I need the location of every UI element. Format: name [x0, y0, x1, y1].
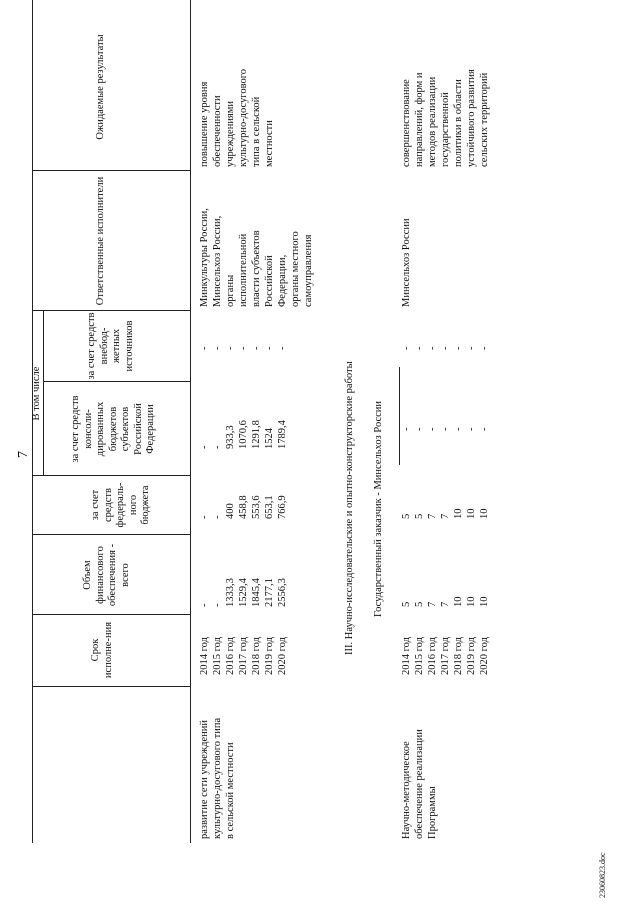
section2-results-line: устойчивого развития — [466, 69, 477, 167]
section1-regional-value: 1070,6 — [238, 420, 249, 449]
section1-federal-value: 400 — [225, 503, 236, 519]
section1-total-value: 1333,3 — [225, 578, 236, 607]
col-line-2 — [32, 614, 190, 615]
section1-total — [198, 578, 289, 607]
section1-responsible-line: органы местного — [290, 231, 301, 307]
section2-federal — [400, 509, 491, 520]
section1-year: 2018 год — [251, 637, 262, 675]
col-line-6 — [32, 310, 190, 311]
section1-year: 2015 год — [212, 637, 223, 675]
section2-extrabudget-value: - — [479, 346, 490, 350]
section1-results-line: типа в сельской — [251, 96, 262, 167]
section2-year: 2018 год — [453, 637, 464, 675]
section2-activity-line: обеспечение реализации — [414, 729, 425, 839]
section2-extrabudget-value: - — [414, 346, 425, 350]
section1-regional — [198, 420, 289, 449]
section1-regional-value: - — [199, 445, 210, 449]
header-bottom-line — [190, 0, 191, 843]
header-col-extrabudget: за счет средств внебюд-жетных источников — [86, 312, 135, 380]
section2-activity-line: Научно-методическое — [401, 741, 412, 839]
section1-federal-value: 653,1 — [264, 495, 275, 519]
section1-activity-line: развитие сети учреждений — [199, 720, 210, 839]
section1-responsible-line: исполнительной — [238, 233, 249, 307]
section1-extrabudget-value: - — [199, 346, 210, 350]
section1-extrabudget — [198, 347, 289, 351]
section2-federal-value: 10 — [479, 508, 490, 519]
section2-total-value: 10 — [453, 596, 464, 607]
section1-federal-value: 553,6 — [251, 495, 262, 519]
section2-federal-value: 7 — [427, 513, 438, 519]
section2-total-value: 10 — [466, 596, 477, 607]
section1-year: 2019 год — [264, 637, 275, 675]
section1-activity — [198, 718, 237, 839]
col-line-4 — [32, 475, 190, 476]
header-col-total: Объем финансового обеспечения - всего — [82, 543, 131, 607]
header-group-label: В том числе — [31, 366, 42, 421]
section1-total-value: 1529,4 — [238, 578, 249, 607]
section2-extrabudget — [400, 347, 491, 351]
section1-year: 2016 год — [225, 637, 236, 675]
section1-total-value: - — [212, 603, 223, 607]
section2-year: 2017 год — [440, 637, 451, 675]
section1-years — [198, 637, 289, 675]
section1-total-value: 2556,3 — [277, 578, 288, 607]
section1-activity-line: культурно-досугового типа — [212, 717, 223, 839]
section2-total — [400, 597, 491, 608]
section1-results-line: культурно-досугового — [238, 68, 249, 167]
section1-total-value: 1845,4 — [251, 578, 262, 607]
section1-responsible-line: власти субъектов — [251, 230, 262, 307]
section2-regional-value: - — [466, 427, 477, 431]
section2-regional-value: - — [453, 427, 464, 431]
section2-regional-value: - — [427, 427, 438, 431]
page-number: 7 — [16, 451, 31, 458]
header-col-regional: за счет средств консоли-дированных бюджетов субъектов Российской Федерации — [70, 395, 156, 463]
section2-title: III. Научно-исследовательские и опытно-конструкторские работы — [344, 361, 355, 655]
section2-results-line: сельских территорий — [479, 72, 490, 167]
section2-regional — [400, 428, 491, 432]
section1-extrabudget-value: - — [212, 346, 223, 350]
section2-total-value: 10 — [479, 596, 490, 607]
section2-year: 2016 год — [427, 637, 438, 675]
section2-regional-value: - — [401, 427, 412, 431]
section2-regional-value: - — [414, 427, 425, 431]
col-line-3 — [32, 534, 190, 535]
section1-year: 2014 год — [199, 637, 210, 675]
section1-extrabudget-value: - — [277, 346, 288, 350]
header-col-federal: за счет средств федераль-ного бюджета — [90, 482, 151, 528]
section1-federal-value: - — [212, 515, 223, 519]
section2-total-value: 5 — [414, 601, 425, 607]
section2-federal-value: 10 — [466, 508, 477, 519]
section1-responsible-line: самоуправления — [303, 234, 314, 307]
section1-activity-line: в сельской местности — [225, 742, 236, 839]
section2-extrabudget-value: - — [453, 346, 464, 350]
section1-year: 2020 год — [277, 637, 288, 675]
section1-year: 2017 год — [238, 637, 249, 675]
section1-extrabudget-value: - — [238, 346, 249, 350]
section2-extrabudget-value: - — [440, 346, 451, 350]
section2-regional-value: - — [479, 427, 490, 431]
section2-activity-line: Программы — [427, 786, 438, 839]
section2-year: 2014 год — [401, 637, 412, 675]
section2-extrabudget-value: - — [427, 346, 438, 350]
section1-total-value: 2177,1 — [264, 578, 275, 607]
section1-results-line: учреждениями — [225, 100, 236, 167]
section2-extrabudget-value: - — [401, 346, 412, 350]
section2-responsible — [400, 218, 413, 307]
header-col-term: Срок исполне-ния — [90, 621, 114, 679]
section2-total-value: 7 — [427, 601, 438, 607]
section1-results-line: местности — [264, 120, 275, 167]
section1-regional-value: 933,3 — [225, 425, 236, 449]
section1-responsible-line: Российской — [264, 255, 275, 307]
section2-federal-value: 5 — [401, 513, 412, 519]
section1-total-value: - — [199, 603, 210, 607]
col-line-5 — [43, 381, 190, 382]
header-col-results: Ожидаемые результаты — [95, 34, 106, 140]
section1-federal-value: - — [199, 515, 210, 519]
section1-responsible-line: Федерации, — [277, 254, 288, 307]
section2-results — [400, 69, 491, 167]
section2-results-line: методов реализации — [427, 76, 438, 167]
section2-responsible-line: Минсельхоз России — [401, 218, 412, 307]
section2-total-value: 7 — [440, 601, 451, 607]
section2-results-line: направлений, форм и — [414, 72, 425, 167]
section1-regional-value: - — [212, 445, 223, 449]
section1-regional-value: 1524 — [264, 428, 275, 449]
section1-responsible-line: органы — [225, 274, 236, 307]
header-col-responsible: Ответственные исполнители — [95, 176, 106, 306]
section1-federal-value: 766,9 — [277, 495, 288, 519]
section1-results-line: обеспеченности — [212, 95, 223, 167]
section1-regional-value: 1291,8 — [251, 420, 262, 449]
section2-regional-value: - — [440, 427, 451, 431]
section2-activity — [400, 729, 439, 839]
section2-federal-value: 5 — [414, 513, 425, 519]
section1-regional-value: 1789,4 — [277, 420, 288, 449]
section2-results-line: государственной — [440, 92, 451, 167]
section2-results-line: политики в области — [453, 79, 464, 167]
section1-extrabudget-value: - — [251, 346, 262, 350]
section1-extrabudget-value: - — [264, 346, 275, 350]
section1-federal-value: 458,8 — [238, 495, 249, 519]
section1-federal — [198, 495, 289, 519]
bottom-separator-line — [399, 367, 400, 465]
section2-federal-value: 7 — [440, 513, 451, 519]
section1-results — [198, 69, 276, 167]
section2-year: 2015 год — [414, 637, 425, 675]
col-line-7 — [32, 170, 190, 171]
file-name: 23060823.doc — [598, 852, 607, 898]
section1-results-line: повышение уровня — [199, 81, 210, 167]
section1-extrabudget-value: - — [225, 346, 236, 350]
section1-responsible-line: Минкультуры России, — [199, 208, 210, 307]
section2-extrabudget-value: - — [466, 346, 477, 350]
section1-responsible — [198, 208, 315, 307]
section2-years — [400, 637, 491, 675]
section2-results-line: совершенствование — [401, 79, 412, 167]
section1-responsible-line: Минсельхоз России, — [212, 215, 223, 307]
section2-federal-value: 10 — [453, 508, 464, 519]
section2-customer: Государственный заказчик - Минсельхоз России — [373, 400, 384, 617]
section2-year: 2019 год — [466, 637, 477, 675]
col-line-1 — [32, 686, 190, 687]
section2-total-value: 5 — [401, 601, 412, 607]
section2-year: 2020 год — [479, 637, 490, 675]
